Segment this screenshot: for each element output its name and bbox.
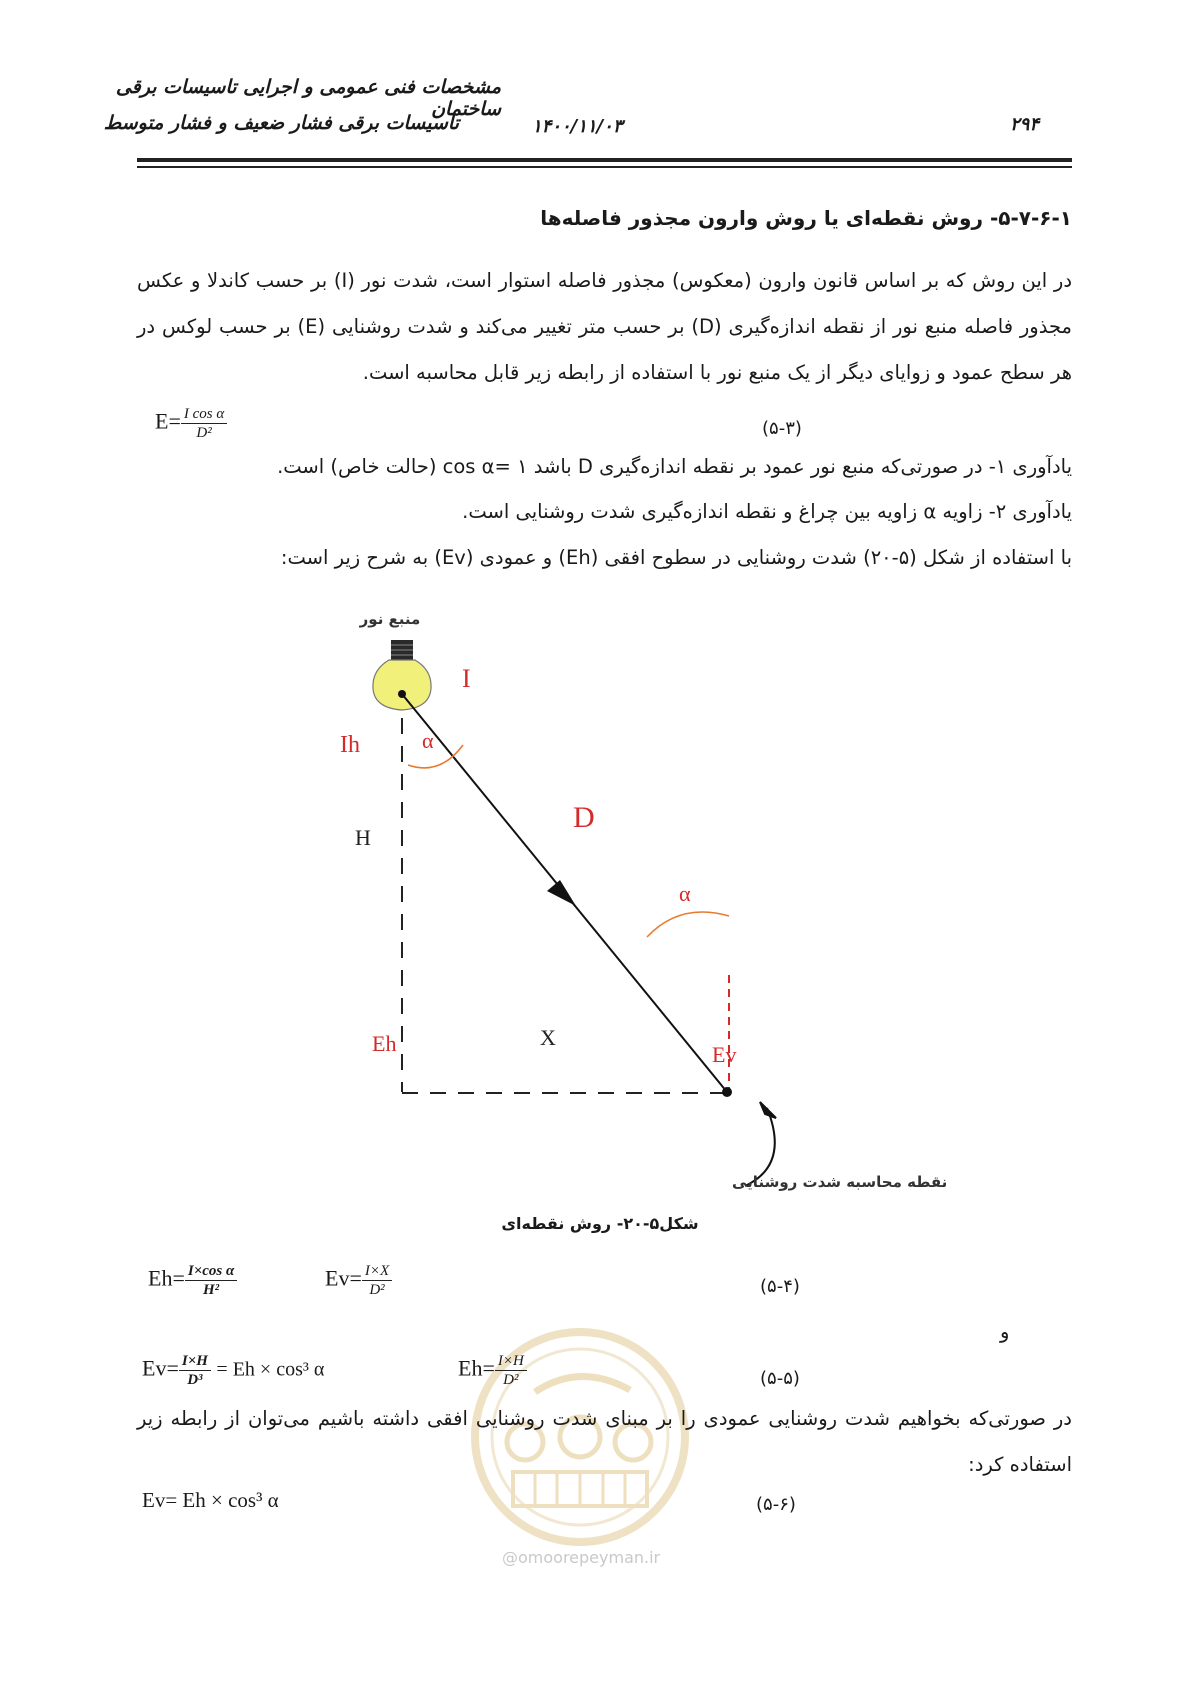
eq5-eh-numerator: I×H [495, 1352, 527, 1371]
light-bulb-icon [373, 640, 431, 710]
eq5-eh-denominator: D² [503, 1372, 519, 1388]
eq5-ev-rhs: = Eh × cos³ α [216, 1358, 325, 1381]
header-rule-thin [137, 166, 1072, 168]
direction-arrow-icon [547, 880, 576, 906]
eq5-ev-denominator: D³ [187, 1372, 203, 1388]
eq3-denominator: D² [196, 425, 212, 441]
eq3-number: (۵-۳) [762, 418, 802, 439]
at-sign-icon: @ [502, 1548, 518, 1567]
eq4-eh-numerator: I×cos α [185, 1262, 237, 1281]
light-source-label: منبع نور [359, 610, 421, 628]
watermark-url [502, 1548, 660, 1567]
equation-4-ev [325, 1262, 392, 1299]
equation-5-ev [142, 1352, 324, 1389]
label-Ev: Ev [712, 1042, 737, 1067]
eq4-number: (۵-۴) [760, 1276, 800, 1297]
label-alpha-top: α [422, 728, 434, 753]
eq3-lhs: E= [155, 408, 181, 434]
eq4-ev-lhs: Ev= [325, 1265, 362, 1291]
eq5-ev-numerator: I×H [179, 1352, 211, 1371]
eq5-ev-lhs: Ev= [142, 1355, 179, 1381]
book-title: مشخصات فنی عمومی و اجرایی تاسیسات برقی ساختمان [115, 76, 501, 120]
eq5-eh-lhs: Eh= [458, 1355, 495, 1381]
intro-paragraph: در این روش که بر اساس قانون وارون (معکوس) مجذور فاصله استوار است، شدت نور (I) بر حسب کاندلا و عکس مجذور فاصله منبع نور از نقطه اندازه‌گیری (D) بر حسب متر تغییر می‌کند و شدت روشنایی (E) بر حسب لوکس در هر سطح عمود و زوایای دیگر از یک منبع نور با استفاده از رابطه زیر قابل محاسبه است. [137, 269, 1072, 384]
note-1: یادآوری ۱- در صورتی‌که منبع نور عمود بر نقطه اندازه‌گیری D باشد ۱ =cos α (حالت خاص) است. [277, 455, 1072, 478]
eq4-eh-lhs: Eh= [148, 1265, 185, 1291]
equation-6: Ev= Eh × cos³ α [142, 1488, 279, 1512]
calc-point-dot [722, 1087, 732, 1097]
label-I: I [462, 664, 471, 693]
calc-point-label: نقطه محاسبه شدت روشنایی [732, 1173, 948, 1191]
section-title: تاسیسات برقی فشار ضعیف و فشار متوسط [103, 112, 459, 134]
label-Eh: Eh [372, 1031, 397, 1056]
label-Ih: Ih [340, 732, 360, 758]
alpha-bottom-arc [647, 912, 729, 937]
eq3-numerator: I cos α [181, 405, 227, 424]
page-number: ۲۹۴ [1010, 114, 1040, 135]
eq6-number: (۵-۶) [756, 1494, 796, 1515]
equation-5-eh [458, 1352, 527, 1389]
label-H: H [355, 825, 371, 850]
curved-pointer-arrowhead-icon [760, 1102, 776, 1118]
watermark-site-text: omoorepeyman.ir [518, 1548, 661, 1567]
conclusion-paragraph: در صورتی‌که بخواهیم شدت روشنایی عمودی را بر مبنای شدت روشنایی افقی داشته باشیم می‌توان از رابطه زیر استفاده کرد: [137, 1407, 1072, 1476]
equation-3 [155, 405, 227, 442]
equation-4-eh [148, 1262, 237, 1299]
label-D: D [573, 801, 595, 834]
figure-caption: شکل۵-۲۰- روش نقطه‌ای [501, 1214, 699, 1233]
section-heading: ۵-۷-۶-۱- روش نقطه‌ای یا روش وارون مجذور فاصله‌ها [540, 206, 1072, 230]
eq4-ev-denominator: D² [369, 1282, 385, 1298]
label-alpha-bottom: α [679, 881, 691, 906]
header-rule-thick [137, 158, 1072, 162]
label-X: X [540, 1025, 556, 1050]
note-2: یادآوری ۲- زاویه α زاویه بین چراغ و نقطه اندازه‌گیری شدت روشنایی است. [462, 500, 1072, 523]
point-method-diagram [340, 590, 948, 1210]
note-3: با استفاده از شکل (۵-۲۰) شدت روشنایی در سطوح افقی (Eh) و عمودی (Ev) به شرح زیر است: [280, 546, 1072, 569]
header-date: ۱۴۰۰/۱۱/۰۳ [532, 116, 623, 137]
alpha-top-arc [408, 745, 463, 768]
eq4-eh-denominator: H² [202, 1282, 220, 1298]
eq5-number: (۵-۵) [760, 1368, 800, 1389]
eq4-ev-numerator: I×X [362, 1262, 392, 1281]
conjunction-and: و [1000, 1320, 1010, 1343]
